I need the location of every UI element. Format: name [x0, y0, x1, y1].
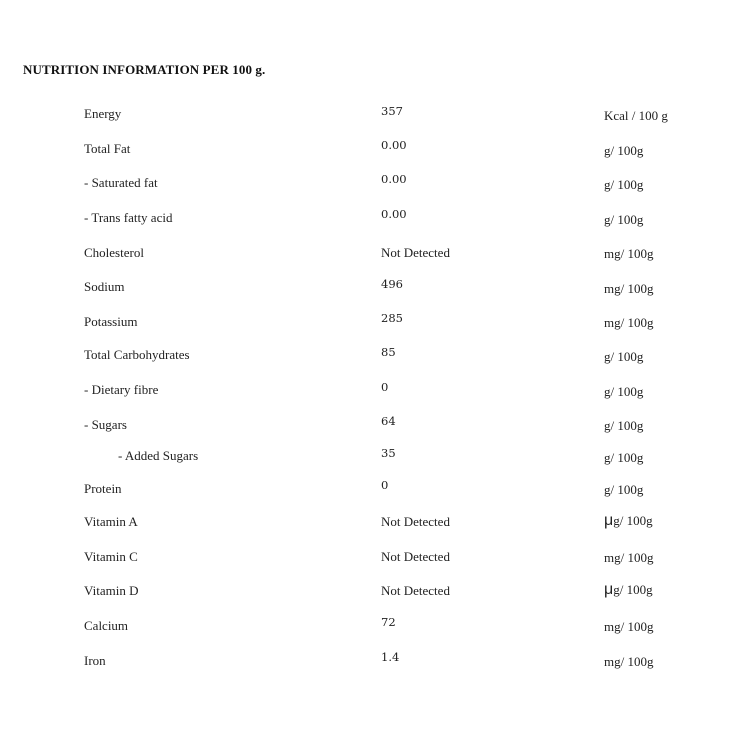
nutrient-label: Calcium [84, 618, 129, 633]
nutrient-unit [604, 512, 653, 530]
nutrient-unit [604, 581, 653, 599]
unit-text: g/ 100g [613, 513, 653, 528]
unit-text: mg/ 100g [604, 315, 654, 330]
nutrient-value: Not Detected [381, 549, 450, 564]
unit-text: g/ 100g [604, 482, 644, 497]
nutrient-value: 35 [381, 446, 396, 460]
unit-text: g/ 100g [604, 384, 644, 399]
nutrient-value: 496 [381, 277, 403, 291]
nutrient-unit [604, 549, 653, 567]
micro-symbol: μ [604, 512, 614, 529]
nutrient-unit [604, 314, 653, 332]
nutrient-value: 0.00 [381, 172, 407, 186]
unit-text: mg/ 100g [604, 246, 654, 261]
micro-symbol: μ [604, 581, 614, 598]
unit-text: g/ 100g [604, 177, 644, 192]
nutrient-label: Iron [84, 653, 106, 668]
nutrient-value: 0 [381, 380, 389, 394]
nutrient-value: 0.00 [381, 138, 407, 152]
nutrient-label: Total Carbohydrates [84, 347, 190, 362]
nutrient-unit [604, 417, 643, 435]
unit-text: g/ 100g [604, 418, 644, 433]
unit-text: g/ 100g [613, 582, 653, 597]
nutrient-value: 1.4 [381, 650, 400, 664]
nutrient-value: 85 [381, 345, 396, 359]
nutrient-unit [604, 211, 643, 229]
nutrient-unit [604, 449, 643, 467]
unit-text: g/ 100g [604, 450, 644, 465]
nutrient-value: 72 [381, 615, 396, 629]
nutrient-label: - Saturated fat [84, 175, 158, 190]
unit-text: g/ 100g [604, 212, 644, 227]
nutrient-unit [604, 653, 653, 671]
nutrient-label: Potassium [84, 314, 138, 329]
nutrient-label: - Dietary fibre [84, 382, 159, 397]
unit-text: Kcal / 100 g [604, 108, 668, 123]
nutrient-value: 0.00 [381, 207, 407, 221]
nutrient-label: Protein [84, 481, 122, 496]
nutrient-unit [604, 383, 643, 401]
unit-text: mg/ 100g [604, 281, 654, 296]
unit-text: mg/ 100g [604, 619, 654, 634]
unit-text: mg/ 100g [604, 550, 654, 565]
nutrient-unit [604, 618, 653, 636]
nutrient-label: Energy [84, 106, 122, 121]
nutrient-label: - Sugars [84, 417, 127, 432]
nutrition-title: NUTRITION INFORMATION PER 100 g. [23, 62, 266, 77]
nutrient-unit [604, 107, 668, 125]
nutrient-unit [604, 348, 643, 366]
nutrient-label: Cholesterol [84, 245, 144, 260]
nutrient-label: Total Fat [84, 141, 131, 156]
nutrient-label: - Trans fatty acid [84, 210, 173, 225]
nutrient-value: 357 [381, 104, 403, 118]
nutrient-unit [604, 142, 643, 160]
unit-text: g/ 100g [604, 349, 644, 364]
nutrient-value: Not Detected [381, 245, 450, 260]
nutrient-label: Vitamin C [84, 549, 138, 564]
nutrient-label: - Added Sugars [118, 448, 199, 463]
nutrient-value: Not Detected [381, 583, 450, 598]
nutrient-label: Vitamin A [84, 514, 138, 529]
nutrient-unit [604, 481, 643, 499]
nutrient-unit [604, 280, 653, 298]
nutrient-value: 285 [381, 311, 403, 325]
unit-text: mg/ 100g [604, 654, 654, 669]
nutrient-value: 0 [381, 478, 389, 492]
unit-text: g/ 100g [604, 143, 644, 158]
nutrient-unit [604, 176, 643, 194]
nutrient-label: Vitamin D [84, 583, 139, 598]
nutrient-value: 64 [381, 414, 396, 428]
nutrient-label: Sodium [84, 279, 125, 294]
nutrient-value: Not Detected [381, 514, 450, 529]
nutrient-unit [604, 245, 653, 263]
